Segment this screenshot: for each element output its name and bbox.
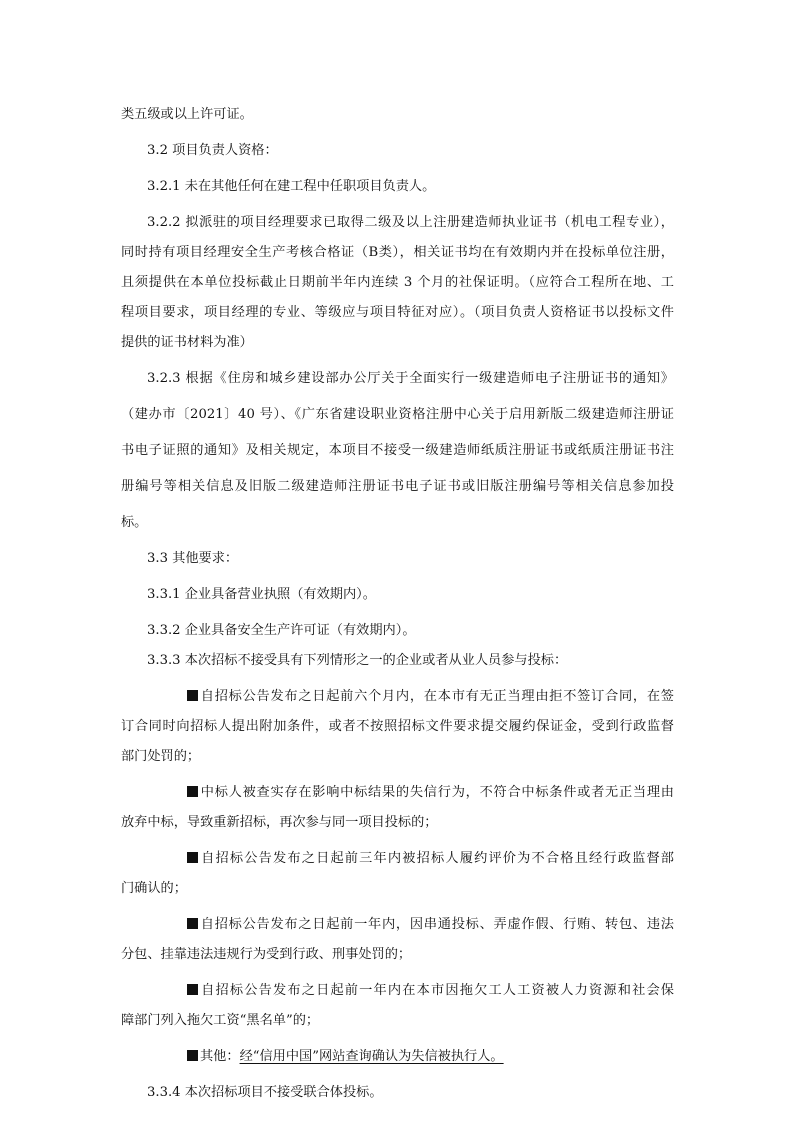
bullet-item: [121, 844, 674, 874]
text-line: 门确认的；: [121, 881, 187, 896]
clause-3-3-3: 3.3.3 本次招标不接受具有下列情形之一的企业或者从业人员参与投标：: [147, 653, 568, 668]
clause-3-2-2: 3.2.2 拟派驻的项目经理要求已取得二级及以上注册建造师执业证书（机电工程专业），: [147, 215, 674, 230]
bullet-text: 自招标公告发布之日起前六个月内，在本市有无正当理由拒不签订合同，在签: [200, 689, 674, 704]
text-line: 册编号等相关信息及旧版二级建造师注册证书电子证书或旧版注册编号等相关信息参加投: [121, 479, 674, 494]
clause-3-3-1: 3.3.1 企业具备营业执照（有效期内）。: [147, 587, 376, 602]
bullet-text: 自招标公告发布之日起前三年内被招标人履约评价为不合格且经行政监督部: [200, 851, 674, 866]
square-bullet-icon: [187, 984, 198, 995]
text-line: 分包、挂靠违法违规行为受到行政、刑事处罚的；: [121, 947, 412, 962]
clause-3-2-1: 3.2.1 未在其他任何在建工程中任职项目负责人。: [147, 179, 436, 194]
section-heading-3-3: 3.3 其他要求：: [147, 551, 239, 566]
text-line: 标。: [121, 515, 148, 530]
text-line: 放弃中标，导致重新招标，再次参与同一项目投标的；: [121, 815, 438, 830]
bullet-item: [121, 910, 674, 940]
text-line: 订合同时向招标人提出附加条件，或者不按照招标文件要求提交履约保证金，受到行政监督: [121, 719, 674, 734]
bullet-item: [121, 682, 674, 712]
text-line: 程项目要求，项目经理的专业、等级应与项目特征对应）。（项目负责人资格证书以投标文件: [121, 305, 674, 320]
bullet-item: [121, 778, 674, 808]
square-bullet-icon: [187, 852, 198, 863]
square-bullet-icon: [187, 918, 198, 929]
bullet-text: 中标人被查实存在影响中标结果的失信行为，不符合中标条件或者无正当理由: [200, 785, 674, 800]
bullet-item: [121, 976, 674, 1006]
document-body: [121, 100, 674, 1108]
bullet-item: [121, 1042, 674, 1072]
text-line: 部门处罚的；: [121, 749, 201, 764]
text-line: 障部门列入拖欠工资“黑名单”的；: [121, 1013, 320, 1028]
text-line: 提供的证书材料为准）: [121, 335, 253, 350]
underlined-text: 经“信用中国”网站查询确认为失信被执行人。: [239, 1049, 504, 1064]
text-line: 同时持有项目经理安全生产考核合格证（B类），相关证书均在有效期内并在投标单位注册，: [121, 245, 674, 260]
bullet-label: 其他：: [200, 1049, 240, 1064]
section-heading-3-2: 3.2 项目负责人资格：: [147, 143, 278, 158]
square-bullet-icon: [187, 1050, 198, 1061]
bullet-text: 自招标公告发布之日起前一年内在本市因拖欠工人工资被人力资源和社会保: [200, 983, 674, 998]
bullet-text: 自招标公告发布之日起前一年内，因串通投标、弄虚作假、行贿、转包、违法: [200, 917, 674, 932]
text-line: 类五级或以上许可证。: [121, 107, 253, 122]
text-line: 书电子证照的通知》及相关规定，本项目不接受一级建造师纸质注册证书或纸质注册证书注: [121, 443, 674, 458]
clause-3-3-2: 3.3.2 企业具备安全生产许可证（有效期内）。: [147, 623, 416, 638]
clause-3-2-3: 3.2.3 根据《住房和城乡建设部办公厅关于全面实行一级建造师电子注册证书的通知》: [147, 371, 674, 386]
square-bullet-icon: [187, 690, 198, 701]
text-line: 且须提供在本单位投标截止日期前半年内连续 3 个月的社保证明。（应符合工程所在地、工: [121, 275, 674, 290]
square-bullet-icon: [187, 786, 198, 797]
clause-3-3-4: 3.3.4 本次招标项目不接受联合体投标。: [147, 1085, 383, 1100]
text-line: （建办市〔2021〕40 号）、《广东省建设职业资格注册中心关于启用新版二级建造师注册证: [121, 407, 674, 422]
